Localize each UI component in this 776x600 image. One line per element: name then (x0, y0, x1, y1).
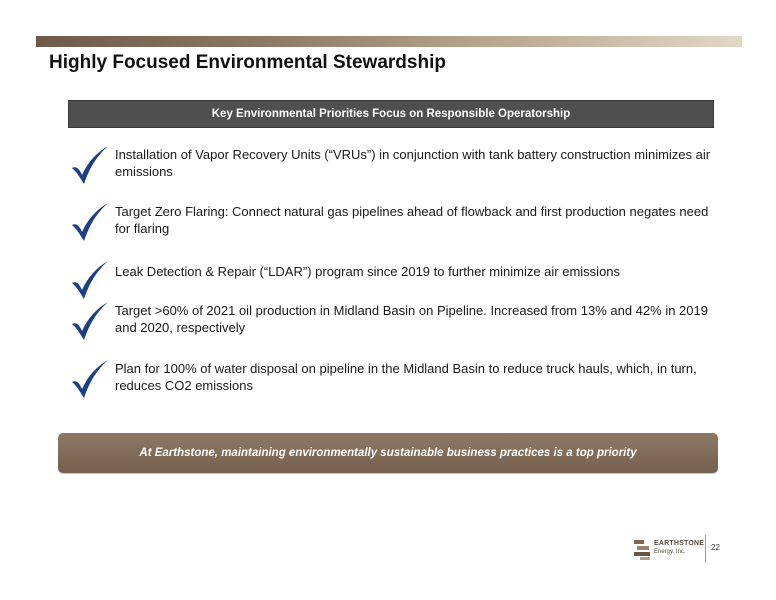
checkmark-icon (70, 203, 110, 243)
slide-title: Highly Focused Environmental Stewardship (49, 52, 446, 73)
logo-name: EARTHSTONE (654, 540, 705, 547)
priority-item (70, 146, 720, 196)
earthstone-logo-icon (634, 538, 652, 560)
priority-item (70, 203, 720, 253)
top-accent-bar (36, 36, 742, 47)
priority-text: Leak Detection & Repair (“LDAR”) program since 2019 to further minimize air emissions (115, 264, 621, 279)
priority-text: Target Zero Flaring: Connect natural gas pipelines ahead of flowback and first production negates need for flaring (115, 204, 709, 236)
checkmark-icon (70, 360, 110, 400)
priority-text: Target >60% of 2021 oil production in Midland Basin on Pipeline. Increased from 13% and 42% in 2019 and 2020, respectively (115, 303, 708, 335)
priorities-header: Key Environmental Priorities Focus on Responsible Operatorship (68, 100, 714, 128)
checkmark-icon (70, 146, 110, 186)
page-number: 22 (711, 543, 720, 552)
footer-divider (705, 535, 706, 563)
logo-subtitle: Energy, Inc. (654, 549, 686, 555)
checkmark-icon (70, 302, 110, 342)
priority-text: Installation of Vapor Recovery Units (“VRUs”) in conjunction with tank battery construction minimizes air emissions (115, 147, 711, 179)
company-logo (634, 536, 704, 562)
footer-statement-banner: At Earthstone, maintaining environmentally sustainable business practices is a top priority (58, 433, 718, 473)
priority-item (70, 360, 720, 410)
checkmark-icon (70, 261, 110, 301)
priority-item (70, 302, 720, 352)
priority-text: Plan for 100% of water disposal on pipeline in the Midland Basin to reduce truck hauls, which, in turn, reduces CO2 emissions (115, 361, 697, 393)
